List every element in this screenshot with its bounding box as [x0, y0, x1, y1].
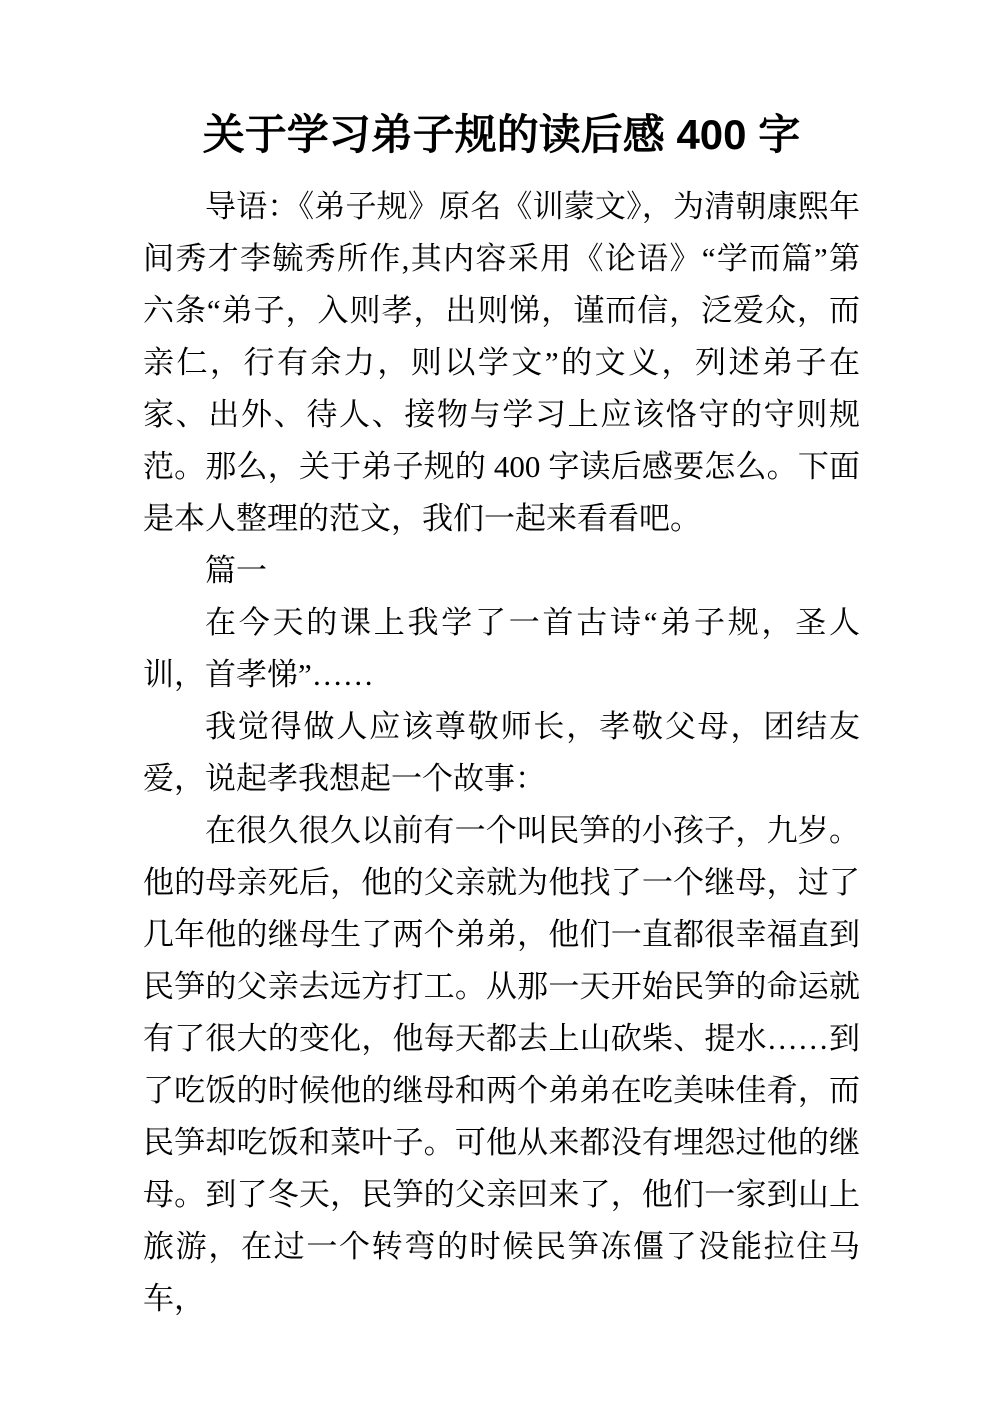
page-title: 关于学习弟子规的读后感 400 字	[202, 111, 801, 158]
paragraph: 我觉得做人应该尊敬师长，孝敬父母，团结友爱，说起孝我想起一个故事：	[143, 709, 860, 796]
paragraph: 导语：《弟子规》原名《训蒙文》，为清朝康熙年间秀才李毓秀所作,其内容采用《论语》“学而篇”第六条“弟子，入则孝，出则悌，谨而信，泛爱众，而亲仁，行有余力，则以学文”的文义，列述弟子在家、出外、待人、接物与学习上应该恪守的守则规范。那么，关于弟子规的 400 字读后感要怎么。下面是本人整理的范文，我们一起来看看吧。	[143, 189, 860, 536]
document-body	[143, 181, 860, 1325]
paragraph: 篇一	[205, 553, 267, 588]
paragraph: 在很久很久以前有一个叫民笋的小孩子，九岁。他的母亲死后，他的父亲就为他找了一个继母，过了几年他的继母生了两个弟弟，他们一直都很幸福直到民笋的父亲去远方打工。从那一天开始民笋的命运就有了很大的变化，他每天都去上山砍柴、提水……到了吃饭的时候他的继母和两个弟弟在吃美味佳肴，而民笋却吃饭和菜叶子。可他从来都没有埋怨过他的继母。到了冬天，民笋的父亲回来了，他们一家到山上旅游，在过一个转弯的时候民笋冻僵了没能拉住马车，	[143, 813, 860, 1316]
paragraph: 在今天的课上我学了一首古诗“弟子规，圣人训，首孝悌”……	[143, 605, 860, 692]
